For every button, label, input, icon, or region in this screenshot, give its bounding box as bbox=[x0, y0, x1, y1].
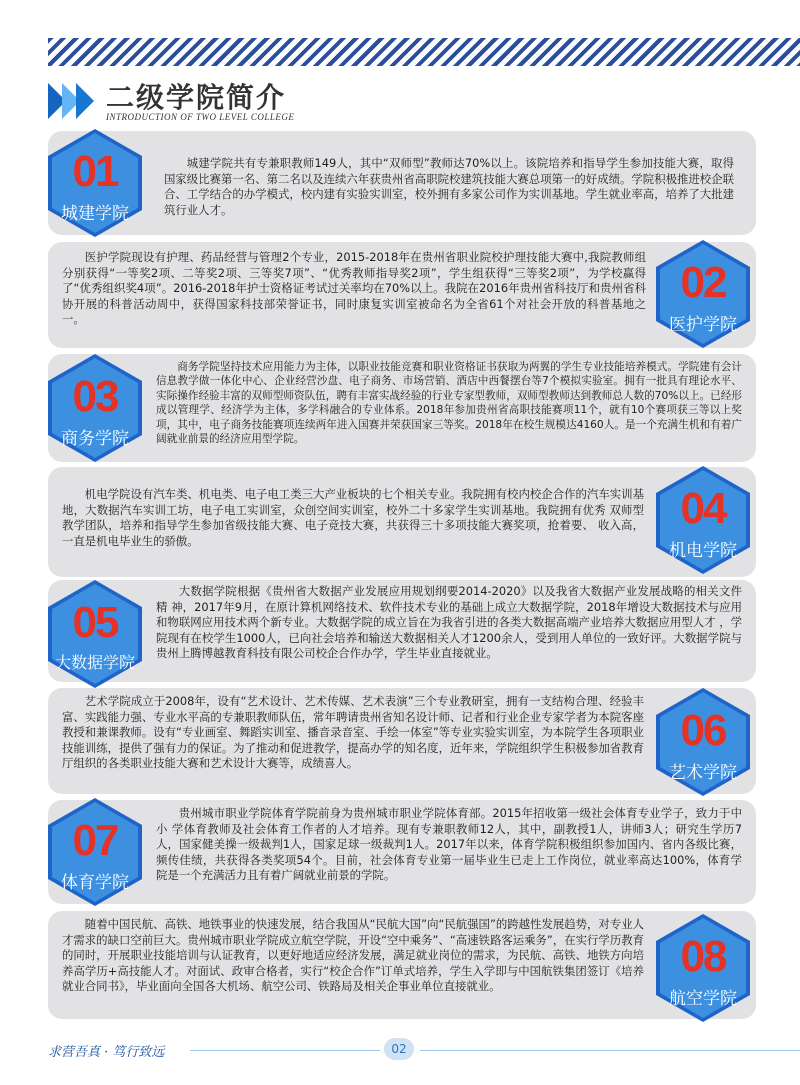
college-number: 06 bbox=[680, 706, 726, 755]
page-subtitle: INTRODUCTION OF TWO LEVEL COLLEGE bbox=[106, 112, 295, 122]
page-number: 02 bbox=[384, 1038, 414, 1060]
college-name: 商务学院 bbox=[61, 429, 129, 449]
college-badge bbox=[46, 127, 144, 239]
college-description: 机电学院设有汽车类、机电类、电子电工类三大产业板块的七个相关专业。我院拥有校内校企合作的汽车实训基地，大数据汽车实训工坊，电子电工实训室，众创空间实训室，校外二十多家学生实训基地。我院拥有优秀 双师型教学团队，培养和指导学生参加省级技能大赛、电子竞技大赛，共获得三十多项技能大赛奖项，抢着要、 收入高，一直是机电毕业生的骄傲。 bbox=[62, 487, 644, 548]
college-description: 艺术学院成立于2008年，设有“艺术设计、艺术传媒、艺术表演”三个专业教研室，拥有一支结构合理、经验丰富、实践能力强、专业水平高的专兼职教师队伍，常年聘请贵州省知名设计师、记者和行业企业专家学者为本院客座教授和兼课教师。设有“专业画室、舞蹈实训室、播音录音室、手绘一体室”等专业实验实训室，为本院学生各项职业技能训练，提供了强有力的保证。为了推动和促进教学，提高办学的知名度，近年来，学院组织学生积极参加省教育厅组织的各类职业技能大赛和艺术设计大赛等，成绩喜人。 bbox=[62, 694, 644, 771]
college-description: 医护学院现设有护理、药品经营与管理2个专业，2015-2018年在贵州省职业院校护理技能大赛中,我院教师组分别获得“一等奖2项、二等奖2项、三等奖7项”、“优秀教师指导奖2项”，学生组获得“三等奖2项”，为学校赢得了“优秀组织奖4项”。2016-2018年护士资格证考试过关率均在70%以上。我院在2016年贵州省科技厅和贵州省科协开展的科普活动周中，获得国家科技部荣誉证书，同时康复实训室被命名为全省61个对社会开放的科普基地之一。 bbox=[62, 250, 646, 327]
college-card-yishu bbox=[48, 688, 756, 794]
footer-slogan: 求营吾真 · 笃行致远 bbox=[48, 1045, 165, 1060]
college-card-shangwu bbox=[48, 354, 756, 462]
college-card-yihu bbox=[48, 242, 756, 348]
footer-divider bbox=[190, 1050, 380, 1051]
section-header bbox=[48, 76, 748, 126]
college-name: 城建学院 bbox=[61, 204, 129, 224]
college-description: 商务学院坚持技术应用能力为主体，以职业技能竞赛和职业资格证书获取为两翼的学生专业技能培养模式。学院建有会计信息教学做一体化中心、企业经营沙盘、电子商务、市场营销、酒店中西餐摆台等7个模拟实验室。拥有一批具有理论水平、实际操作经验丰富的双师型师资队伍，聘有丰富实战经验的行业专家型教师，双师型教师达到教师总人数的70%以上。已经形成以管理学、经济学为主体，多学科融合的专业体系。2018年参加贵州省高职技能赛项11个，就有10个赛项获三等以上奖项，其中，电子商务技能赛项连续两年进入国赛并荣获国家三等奖。2018年在校生规模达4160人。是一个充满生机和有着广阔就业前景的经济应用型学院。 bbox=[156, 361, 742, 446]
college-badge bbox=[654, 686, 752, 798]
college-number: 05 bbox=[72, 598, 118, 647]
college-badge bbox=[46, 578, 144, 690]
college-name: 大数据学院 bbox=[54, 653, 135, 672]
college-card-hangkong bbox=[48, 911, 756, 1019]
college-name: 体育学院 bbox=[61, 873, 129, 893]
footer-divider bbox=[420, 1050, 800, 1051]
page-title: 二级学院简介 bbox=[106, 81, 287, 114]
college-description: 城建学院共有专兼职教师149人，其中“双师型”教师达70%以上。该院培养和指导学生参加技能大赛，取得国家级比赛第一名、第二名以及连续六年获贵州省高职院校建筑技能大赛总项第一的好成绩。学院积极推进校企联合、工学结合的办学模式，校内建有实验实训室，校外拥有多家公司作为实训基地。学生就业率高，培养了大批建筑行业人才。 bbox=[164, 156, 734, 217]
college-name: 医护学院 bbox=[669, 315, 737, 335]
college-name: 航空学院 bbox=[669, 989, 737, 1009]
college-badge bbox=[46, 352, 144, 464]
college-name: 艺术学院 bbox=[669, 763, 737, 783]
college-name: 机电学院 bbox=[669, 541, 737, 561]
college-number: 01 bbox=[72, 147, 118, 196]
college-number: 08 bbox=[680, 932, 726, 981]
college-description: 贵州城市职业学院体育学院前身为贵州城市职业学院体育部。2015年招收第一级社会体育专业学子，致力于中小 学体育教师及社会体育工作者的人才培养。现有专兼职教师12人，其中，副教授1人，讲师3人；研究生学历7人，国家健美操一级裁判1人，国家足球一级裁判1人。2017年以来，体育学院积极组织参加国内、省内各级比赛，频传佳绩，共获得各类奖项54个。目前，社会体育专业第一届毕业生已走上工作岗位，就业率高达100%，体育学 院是一个充满活力且有着广阔就业前景的学院。 bbox=[156, 806, 742, 883]
college-badge bbox=[46, 796, 144, 908]
college-badge bbox=[654, 238, 752, 350]
header-stripe-bar bbox=[48, 38, 800, 66]
college-card-tiyu bbox=[48, 800, 756, 904]
college-badge bbox=[654, 912, 752, 1024]
college-number: 02 bbox=[680, 258, 726, 307]
college-badge bbox=[654, 464, 752, 576]
college-number: 03 bbox=[72, 372, 118, 421]
college-number: 07 bbox=[72, 816, 118, 865]
college-card-chengjian bbox=[48, 131, 756, 235]
college-card-jidian bbox=[48, 467, 756, 577]
chevron-icon bbox=[76, 83, 94, 119]
college-card-dashuju bbox=[48, 580, 756, 682]
college-description: 大数据学院根据《贵州省大数据产业发展应用规划纲要2014-2020》以及我省大数据产业发展战略的相关文件精 神，2017年9月，在原计算机网络技术、软件技术专业的基础上成立大数据学院，2018年增设大数据技术与应用 和物联网应用技术两个新专业。大数据学院的成立旨在为我省引进的各类大数据高端产业培养大数据应用型人才 ，学院现有在校学生1000人，已向社会培养和输送大数据相关人才1200余人，受到用人单位的一致好评。大数据学院与贵州上腾博越教育科技有限公司校企合作办学，学生毕业直接就业。 bbox=[156, 584, 742, 661]
college-description: 随着中国民航、高铁、地铁事业的快速发展，结合我国从“民航大国”向“民航强国”的跨越性发展趋势，对专业人才需求的缺口空前巨大。贵州城市职业学院成立航空学院，开设“空中乘务”、“高速铁路客运乘务”，在实行学历教育的同时，开展职业技能培训与认证教育，以更好地适应经济发展，满足就业岗位的需求，为民航、高铁、地铁方向培养高学历+高技能人才。对面试、政审合格者，实行“校企合作”订单式培养，学生入学即与中国航铁集团签订《培养就业合同书》，毕业面向全国各大机场、航空公司、铁路局及相关企事业单位直接就业。 bbox=[62, 917, 644, 994]
college-number: 04 bbox=[680, 484, 726, 533]
